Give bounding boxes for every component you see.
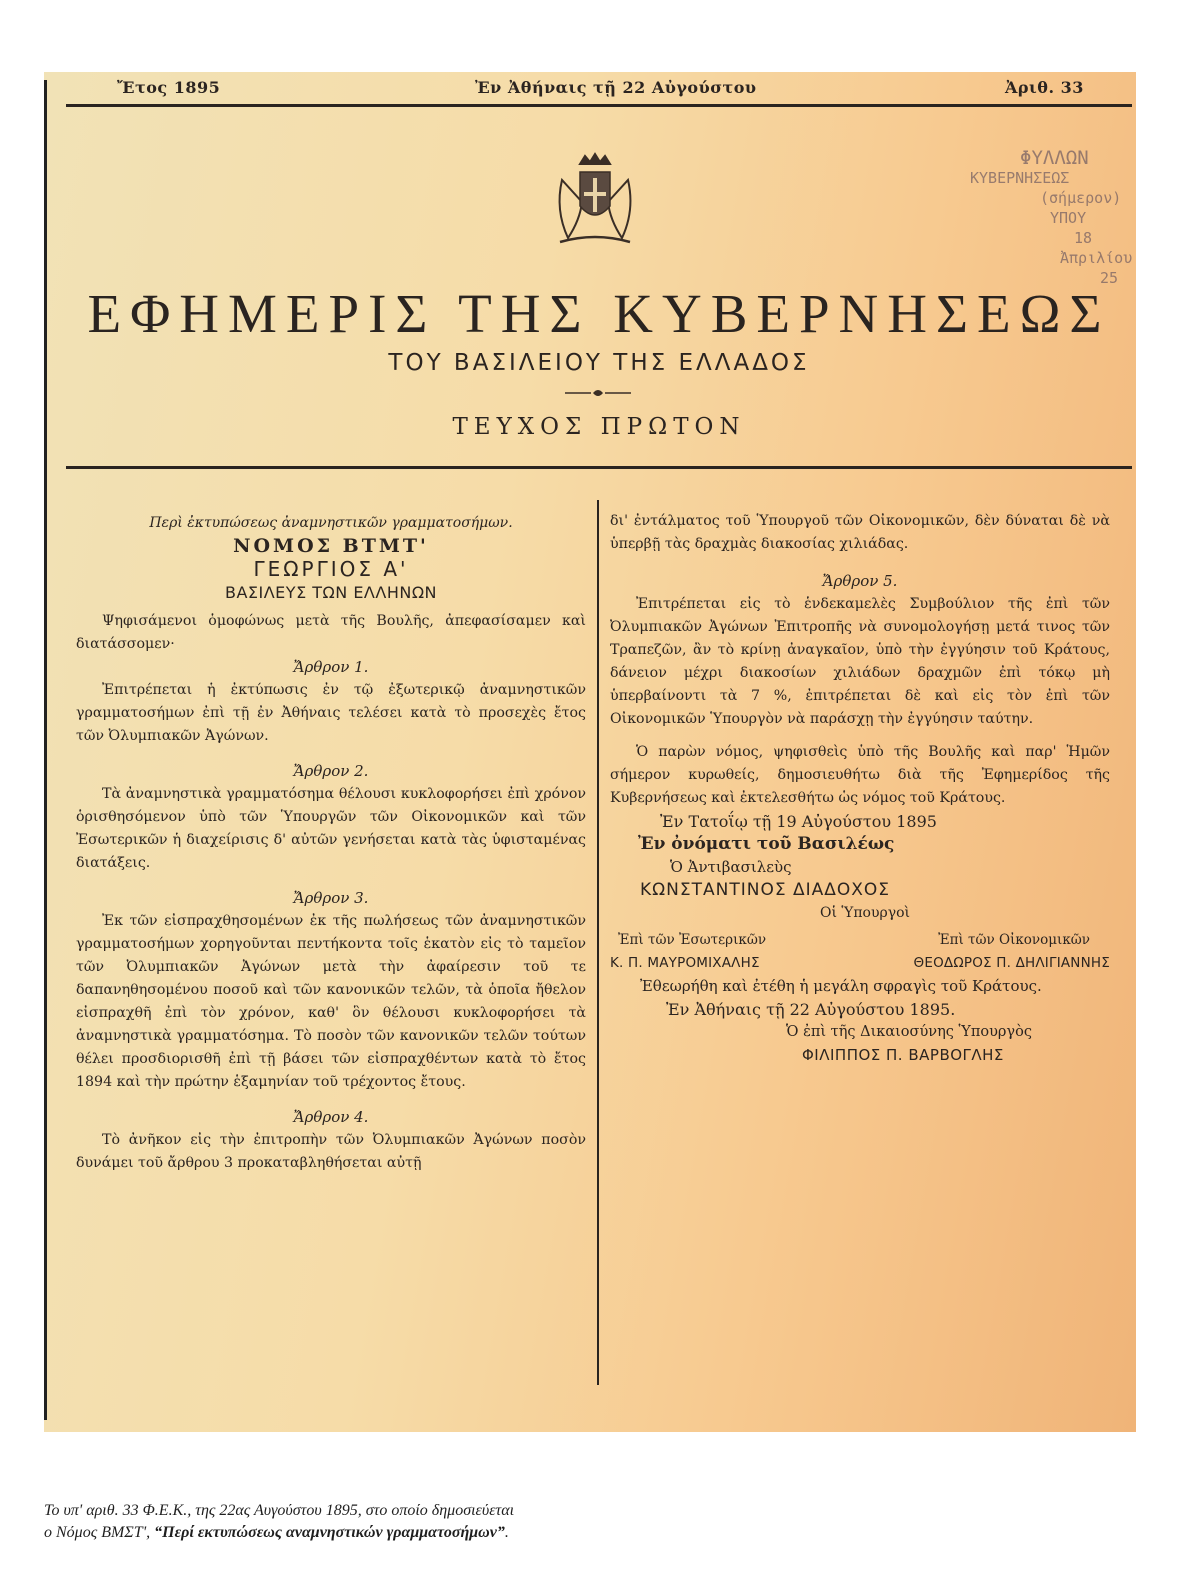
issue-title: ΤΕΥΧΟΣ ΠΡΩΤΟΝ — [452, 414, 746, 440]
stamp-line: ΥΠΟΥ — [1050, 209, 1087, 227]
closing-text: Ὁ παρὼν νόμος, ψηφισθεὶς ὑπὸ τῆς Βουλῆς καὶ παρ' Ἡμῶν σήμερον κυρωθείς, δημοσιευθήτω διὰ τῆς Ἐφημερίδος τῆς Κυβερνήσεως καὶ ἐκτελεσθήτω ὡς νόμος τοῦ Κράτους. — [610, 744, 1110, 806]
king-title: ΒΑΣΙΛΕΥΣ ΤΩΝ ΕΛΛΗΝΩΝ — [224, 583, 438, 602]
minister-interior-label: Ἐπὶ τῶν Ἐσωτερικῶν — [618, 932, 767, 948]
article-5-title: Ἄρθρον 5. — [822, 572, 898, 590]
minister-interior-name: Κ. Π. ΜΑΥΡΟΜΙΧΑΛΗΣ — [610, 955, 760, 971]
masthead-bottom-rule — [66, 466, 1132, 469]
minister-finance-label: Ἐπὶ τῶν Οἰκονομικῶν — [938, 932, 1090, 948]
article-3-text: Ἐκ τῶν εἰσπραχθησομένων ἐκ τῆς πωλήσεως τῶν ἀναμνηστικῶν γραμματοσήμων χορηγοῦνται πεντήκοντα τοῖς ἑκατὸν εἰς τὸ ταμεῖον τῶν Ὀλυμπιακῶν Ἀγώνων μετὰ τὴν ἀφαίρεσιν τοῦ τε δαπανηθησομένου ποσοῦ καὶ τῶν κανονικῶν τελῶν, τὰ ὁποῖα ἤθελον εἰσπραχθῆ ἐπὶ τὸν χρόνον, καθ' ὃν θέλουσι κυκλοφορήσει τὰ ἀναμνηστικὰ γραμματόσημα. Τὸ ποσὸν τῶν κανονικῶν τελῶν τούτων θέλει προσδιορισθῆ ἐπὶ τῇ βάσει τῶν εἰσπραχθέντων κατὰ τὸ ἔτος 1894 καὶ τὴν πρώτην ἑξαμηνίαν τοῦ τρέχοντος ἔτους. — [76, 913, 586, 1090]
stamp-line: 18 — [1074, 229, 1093, 247]
justice-minister-name: ΦΙΛΙΠΠΟΣ Π. ΒΑΡΒΟΓΛΗΣ — [802, 1046, 1004, 1064]
article-4-continuation: δι' ἐντάλματος τοῦ Ὑπουργοῦ τῶν Οἰκονομικῶν, δὲν δύναται δὲ νὰ ὑπερβῇ τὰς δραχμὰς διακοσίας χιλιάδας. — [610, 513, 1110, 552]
caption-line-1: Το υπ' αριθ. 33 Φ.Ε.Κ., της 22ας Αυγούστου 1895, στο οποίο δημοσιεύεται — [44, 1502, 515, 1519]
header-line — [75, 78, 1120, 98]
right-column — [610, 510, 1110, 1067]
regent-title: Ὁ Ἀντιβασιλεὺς — [670, 858, 792, 876]
ornament-divider-icon — [563, 387, 633, 399]
signed-place-date: Ἐν Τατοΐῳ τῇ 19 Αὐγούστου 1895 — [660, 812, 937, 831]
place-date-label: Ἐν Ἀθήναις τῇ 22 Αὐγούστου — [475, 78, 757, 97]
article-4-text: Τὸ ἀνῆκον εἰς τὴν ἐπιτροπὴν τῶν Ὀλυμπιακῶν Ἀγώνων ποσὸν δυνάμει τοῦ ἄρθρου 3 προκαταβληθήσεται αὐτῇ — [76, 1132, 586, 1171]
law-subject: Περὶ ἐκτυπώσεως ἀναμνηστικῶν γραμματοσήμων. — [149, 515, 513, 531]
stamp-line: ΦΥΛΛΩΝ — [1020, 147, 1089, 169]
article-1-title: Ἄρθρον 1. — [293, 658, 369, 676]
article-2-text: Τὰ ἀναμνηστικὰ γραμματόσημα θέλουσι κυκλοφορήσει ἐπὶ χρόνον ὁρισθησόμενον ὑπὸ τῶν Ὑπουργῶν τῶν Οἰκονομικῶν καὶ τῶν Ἐσωτερικῶν ἡ διαχείρισις δ' αὐτῶν γενήσεται κατὰ τὰς ὑφισταμένας διατάξεις. — [76, 786, 586, 871]
figure-caption — [44, 1500, 1144, 1544]
issue-number-label: Ἀριθ. 33 — [1005, 78, 1084, 97]
top-rule — [66, 104, 1132, 107]
regent-name: ΚΩΝΣΤΑΝΤΙΝΟΣ ΔΙΑΔΟΧΟΣ — [640, 880, 891, 900]
left-column — [76, 512, 586, 1175]
caption-title: “Περί εκτυπώσεως αναμνηστικών γραμματοσήμων” — [154, 1524, 505, 1541]
column-divider — [597, 500, 599, 1385]
article-2-title: Ἄρθρον 2. — [293, 762, 369, 780]
minister-finance-name: ΘΕΟΔΩΡΟΣ Π. ΔΗΛΙΓΙΑΝΝΗΣ — [913, 955, 1110, 971]
stamp-line: ΚΥΒΕΡΝΗΣΕΩΣ — [970, 169, 1070, 187]
article-5-text: Ἐπιτρέπεται εἰς τὸ ἑνδεκαμελὲς Συμβούλιον τῆς ἐπὶ τῶν Ὀλυμπιακῶν Ἀγώνων Ἐπιτροπῆς νὰ συνομολογήσῃ μετά τινος τῶν Τραπεζῶν, ἂν τὸ κρίνῃ ἀναγκαῖον, ὑπὸ τὴν ἐγγύησιν τοῦ Κράτους, δάνειον μέχρι διακοσίων χιλιάδων δραχμῶν ἐπὶ τόκῳ μὴ ὑπερβαίνοντι τὰ 7 %, ἐπιτρέπεται δὲ καὶ εἰς τὸν ἐπὶ τῶν Οἰκονομικῶν Ὑπουργὸν νὰ παράσχῃ τὴν ἐγγύησιν ταύτην. — [610, 596, 1110, 727]
justice-minister-title: Ὁ ἐπὶ τῆς Δικαιοσύνης Ὑπουργὸς — [786, 1024, 1032, 1040]
ministers-names — [610, 952, 1110, 975]
ministers-labels — [610, 929, 1110, 952]
stamp-line: 25 — [1100, 269, 1119, 287]
king-name: ΓΕΩΡΓΙΟΣ Α' — [253, 557, 409, 581]
ministers-heading: Οἱ Ὑπουργοὶ — [820, 905, 910, 921]
law-number: ΝΟΜΟΣ ΒΤΜΤ' — [233, 535, 429, 557]
article-1-text: Ἐπιτρέπεται ἡ ἐκτύπωσις ἐν τῷ ἐξωτερικῷ ἀναμνηστικῶν γραμματοσήμων ἐπὶ τῇ ἐν Ἀθήναις τελέσει κατὰ τὸ προσεχὲς ἔτος τῶν Ὀλυμπιακῶν Ἀγώνων. — [76, 682, 586, 744]
final-date: Ἐν Ἀθήναις τῇ 22 Αὐγούστου 1895. — [666, 1000, 956, 1019]
masthead-title: ΕΦΗΜΕΡΙΣ ΤΗΣ ΚΥΒΕΡΝΗΣΕΩΣ — [87, 283, 1111, 344]
binding-edge — [44, 80, 47, 1420]
stamp-line: (σήμερον) — [1040, 189, 1122, 207]
preamble: Ψηφισάμενοι ὁμοφώνως μετὰ τῆς Βουλῆς, ἀπεφασίσαμεν καὶ διατάσσομεν· — [76, 613, 586, 652]
year-label: Ἔτος 1895 — [117, 78, 221, 97]
royal-name: Ἐν ὀνόματι τοῦ Βασιλέως — [638, 834, 895, 854]
caption-line-2 — [44, 1522, 1144, 1544]
caption-suffix: . — [504, 1524, 509, 1541]
article-4-title: Ἄρθρον 4. — [293, 1108, 369, 1126]
stamp-line: Ἀπριλίου — [1060, 249, 1133, 267]
seal-statement: Ἐθεωρήθη καὶ ἐτέθη ἡ μεγάλη σφραγὶς τοῦ Κράτους. — [640, 977, 1042, 995]
masthead-subtitle: ΤΟΥ ΒΑΣΙΛΕΙΟΥ ΤΗΣ ΕΛΛΑΔΟΣ — [388, 350, 810, 376]
coat-of-arms-icon — [540, 150, 650, 250]
article-3-title: Ἄρθρον 3. — [293, 889, 369, 907]
caption-prefix: ο Νόμος ΒΜΣΤ', — [44, 1524, 155, 1541]
